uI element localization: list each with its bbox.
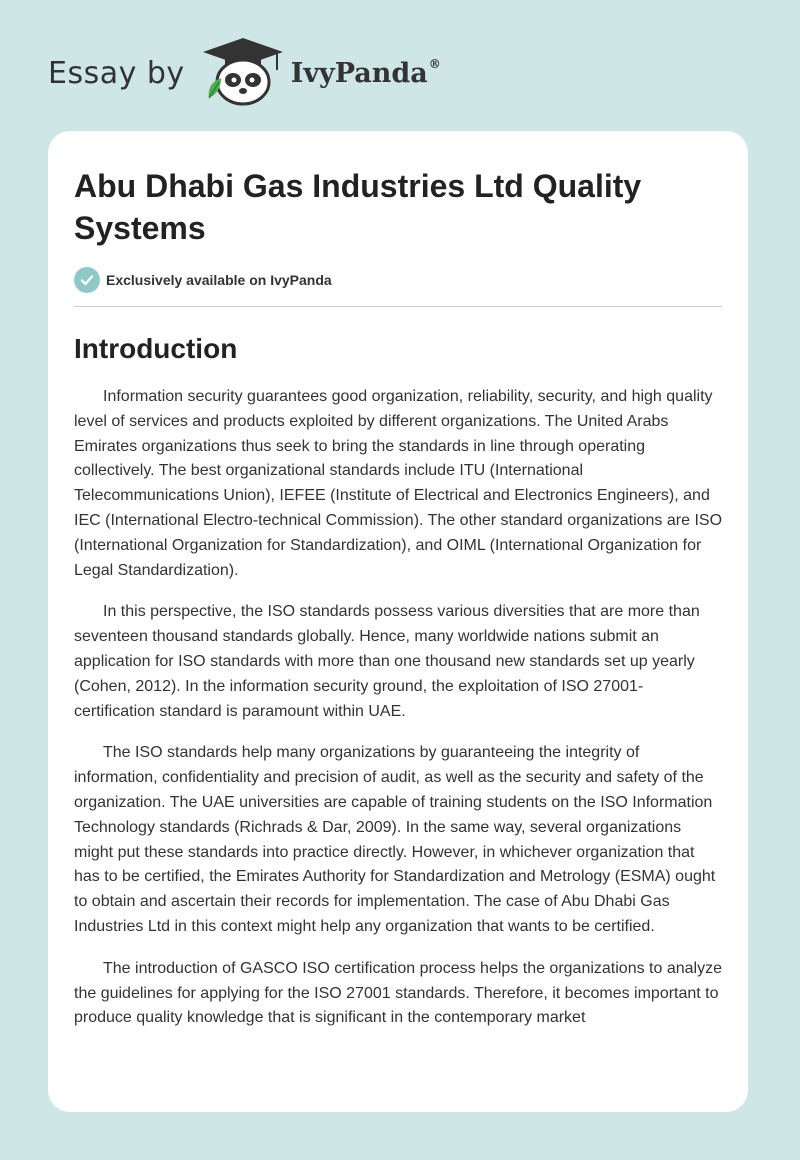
panda-logo-icon[interactable] [201, 36, 285, 111]
site-header [48, 38, 441, 108]
registered-mark: ® [428, 57, 441, 71]
brand-name[interactable] [291, 57, 441, 89]
section-heading: Introduction [74, 333, 238, 364]
check-icon [74, 267, 100, 293]
divider [74, 306, 722, 307]
brand-text: IvyPanda [290, 58, 428, 89]
essay-title: Abu Dhabi Gas Industries Ltd Quality Systems [74, 168, 642, 246]
essay-card [48, 131, 748, 1112]
paragraph: The ISO standards help many organizations by guaranteeing the integrity of information, confidentiality and precision of audit, as well as the security and safety of the organization. The UAE universities are capable of training students on the ISO Information Technology standards (Richrads & Dar, 2009). In the same way, several organizations might put these standards into practice directly. However, in whichever organization that has to be certified, the Emirates Authority for Standardization and Metrology (ESMA) ought to obtain and ascertain their records for implementation. The case of Abu Dhabi Gas Industries Ltd in this context might help any organization that wants to be certified. [74, 744, 716, 935]
exclusive-badge [74, 267, 722, 293]
paragraph: The introduction of GASCO ISO certification process helps the organizations to analyze the guidelines for applying for the ISO 27001 standards. Therefore, it becomes important to produce quality knowledge that is significant in the contemporary market [74, 959, 722, 1027]
paragraph: In this perspective, the ISO standards possess various diversities that are more than seventeen thousand standards globally. Hence, many worldwide nations submit an application for ISO standards with more than one thousand new standards set up yearly (Cohen, 2012). In the information security ground, the exploitation of ISO 27001-certification standard is paramount within UAE. [74, 603, 700, 720]
paragraph: Information security guarantees good organization, reliability, security, and high quality level of services and products exploited by different organizations. The United Arabs Emirates organizations thus seek to bring the standards in line through operating collectively. The best organizational standards include ITU (International Telecommunications Union), IEFEE (Institute of Electrical and Electronics Engineers), and IEC (International Electro-technical Commission). The other standard organizations are ISO (International Organization for Standardization), and OIML (International Organization for Legal Standardization). [74, 388, 723, 579]
exclusive-badge-text: Exclusively available on IvyPanda [106, 272, 332, 288]
essay-by-label: Essay by [48, 55, 185, 91]
